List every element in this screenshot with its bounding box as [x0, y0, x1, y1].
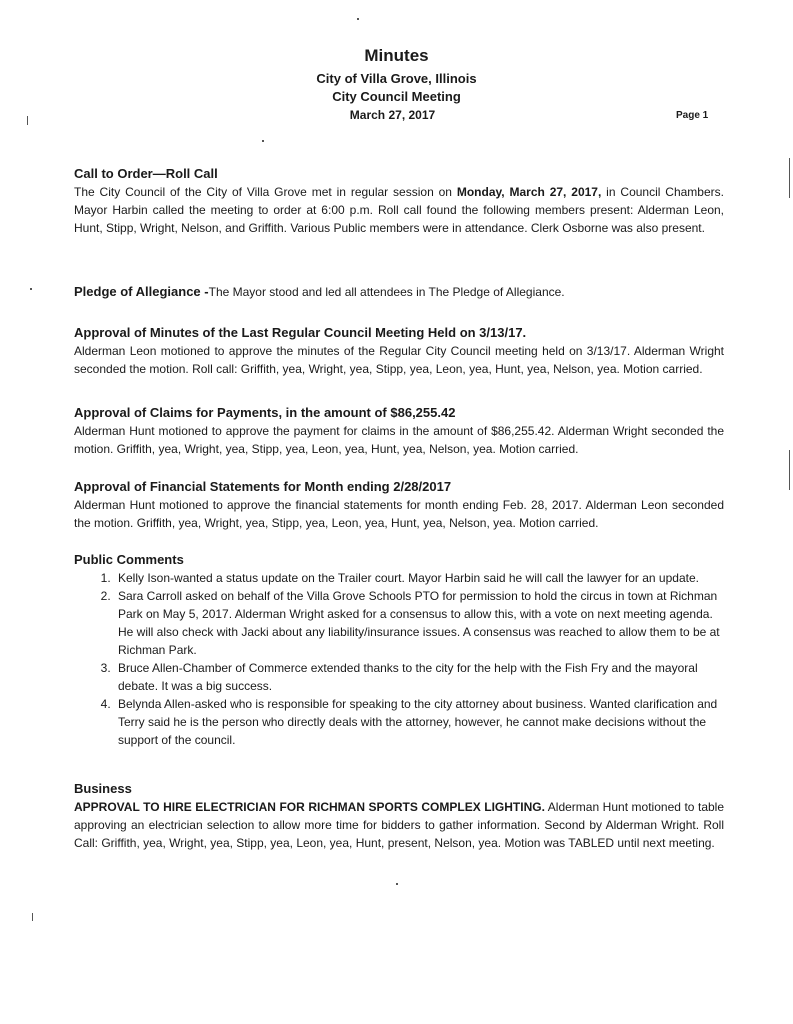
scan-speck: [357, 18, 359, 20]
meeting-date: March 27, 2017: [349, 108, 436, 122]
meeting-type: City Council Meeting: [332, 89, 461, 104]
section-text: Alderman Leon motioned to approve the minutes of the Regular City Council meeting held on 3/13/17. Alderman Wright seconded the motion. Roll call: Griffith, yea, Wright, yea, Stipp, yea, Leon, yea, Hunt, yea, Nelson, yea. Motion carried.: [74, 344, 724, 376]
section-heading: Pledge of Allegiance -: [74, 284, 209, 299]
section-minutes-approval: [74, 324, 724, 378]
scan-speck: [30, 288, 32, 290]
scan-speck: [789, 158, 790, 198]
scan-speck: [32, 913, 33, 921]
scan-speck: [396, 883, 398, 885]
business-item-title: APPROVAL TO HIRE ELECTRICIAN FOR RICHMAN SPORTS COMPLEX LIGHTING.: [74, 800, 545, 814]
city-name: City of Villa Grove, Illinois: [316, 71, 477, 86]
page-number: Page 1: [676, 110, 709, 121]
section-text: The City Council of the City of Villa Grove met in regular session on Monday, March 27, 2017, in Council Chambers. Mayor Harbin called the meeting to order at 6:00 p.m. Roll call found the following members present: Alderman Leon, Hunt, Stipp, Wright, Nelson, and Griffith. Various Public members were in attendance. Clerk Osborne was also present.: [74, 185, 724, 235]
list-item: 4. Belynda Allen-asked who is responsible for speaking to the city attorney about business. Wanted clarification and Terry said he is the person who directly deals with the attorney, however, he cannot make decisions without the support of the council.: [114, 695, 724, 749]
section-heading: Approval of Minutes of the Last Regular Council Meeting Held on 3/13/17.: [74, 325, 527, 340]
section-heading: Business: [74, 781, 132, 796]
comments-list: [74, 569, 724, 749]
section-pledge: [74, 283, 724, 301]
section-heading: Public Comments: [74, 552, 184, 567]
section-financial-approval: [74, 478, 724, 532]
list-item: 2. Sara Carroll asked on behalf of the Villa Grove Schools PTO for permission to hold the circus in town at Richman Park on May 5, 2017. Alderman Wright asked for a consensus to allow this, with a vote on next meeting agenda. He will also check with Jacki about any liability/insurance issues. A consensus was reached to allow them to be at Richman Park.: [114, 587, 724, 659]
section-call-to-order: [74, 165, 724, 237]
section-heading: Call to Order—Roll Call: [74, 166, 218, 181]
list-item: 3. Bruce Allen-Chamber of Commerce extended thanks to the city for the help with the Fish Fry and the mayoral debate. It was a big success.: [114, 659, 724, 695]
section-text: Alderman Hunt motioned to approve the financial statements for month ending Feb. 28, 2017. Alderman Leon seconded the motion. Griffith, yea, Wright, yea, Stipp, yea, Leon, yea, Hunt, yea, Nelson, yea. Motion carried.: [74, 498, 724, 530]
section-text: APPROVAL TO HIRE ELECTRICIAN FOR RICHMAN SPORTS COMPLEX LIGHTING. Alderman Hunt motioned to table approving an electrician selection to allow more time for bidders to gather information. Second by Alderman Wright. Roll Call: Griffith, yea, Wright, yea, Stipp, yea, Leon, yea, Hunt, present, Nelson, yea. Motion was TABLED until next meeting.: [74, 800, 725, 850]
scan-speck: [262, 140, 264, 142]
section-text: Pledge of Allegiance -The Mayor stood and led all attendees in The Pledge of Allegiance.: [74, 284, 565, 299]
section-business: [74, 780, 724, 852]
list-item: 1. Kelly Ison-wanted a status update on the Trailer court. Mayor Harbin said he will call the lawyer for an update.: [114, 569, 724, 587]
scan-speck: [789, 450, 790, 490]
section-claims-approval: [74, 404, 724, 458]
document-title: Minutes: [364, 46, 429, 65]
section-heading: Approval of Financial Statements for Month ending 2/28/2017: [74, 479, 452, 494]
section-public-comments: [74, 551, 724, 749]
section-heading: Approval of Claims for Payments, in the amount of $86,255.42: [74, 405, 456, 420]
section-text: Alderman Hunt motioned to approve the payment for claims in the amount of $86,255.42. Alderman Wright seconded the motion. Griffith, yea, Wright, yea, Stipp, yea, Leon, yea, Hunt, yea, Nelson, yea. Motion carried.: [74, 424, 724, 456]
